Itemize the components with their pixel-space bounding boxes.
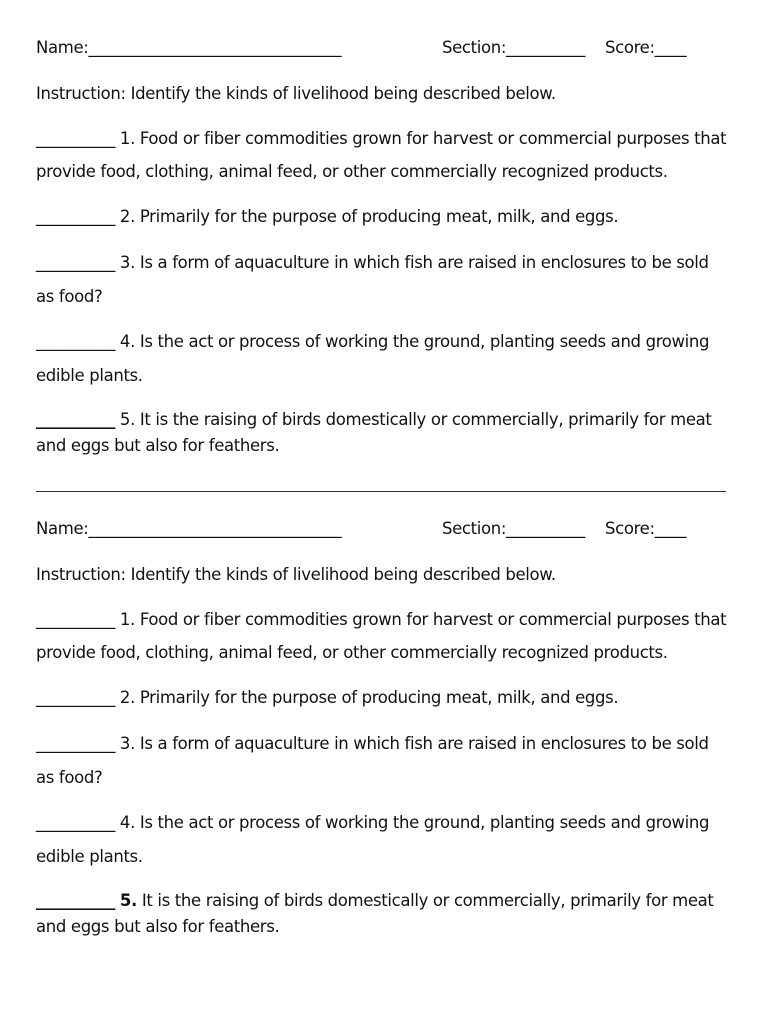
question-3-line2: as food? [36, 287, 103, 306]
question-4-line1 [36, 813, 709, 833]
question-5-line1 [36, 891, 714, 911]
section-field: Section:__________ [442, 519, 586, 538]
question-number: 3. [119, 253, 135, 272]
question-2-line1 [36, 207, 618, 227]
answer-blank: __________ [36, 207, 116, 226]
score-field: Score:____ [605, 519, 687, 538]
answer-blank: __________ [36, 688, 116, 707]
question-4-line2: edible plants. [36, 366, 143, 385]
answer-blank: __________ [36, 410, 116, 429]
answer-blank: __________ [36, 891, 116, 910]
section-field: Section:__________ [442, 38, 586, 57]
question-4-line1 [36, 332, 709, 352]
answer-blank: __________ [36, 813, 116, 832]
question-text: Is the act or process of working the ground, planting seeds and growing [139, 332, 710, 351]
question-number: 2. [119, 688, 135, 707]
question-text: It is the raising of birds domestically or commercially, primarily for meat [139, 410, 712, 429]
question-number: 4. [119, 332, 135, 351]
question-text: It is the raising of birds domestically or commercially, primarily for meat [141, 891, 714, 910]
question-3-line1 [36, 253, 709, 273]
question-text: Is a form of aquaculture in which fish are raised in enclosures to be sold [139, 734, 709, 753]
question-text: Primarily for the purpose of producing meat, milk, and eggs. [139, 207, 619, 226]
question-5-line2: and eggs but also for feathers. [36, 436, 280, 455]
cut-line-divider [36, 491, 726, 492]
question-number: 1. [119, 610, 135, 629]
answer-blank: __________ [36, 610, 116, 629]
question-text: Food or fiber commodities grown for harvest or commercial purposes that [139, 129, 727, 148]
score-field: Score:____ [605, 38, 687, 57]
question-2-line1 [36, 688, 618, 708]
question-number: 3. [119, 734, 135, 753]
name-field: Name:________________________________ [36, 519, 342, 538]
question-text: Primarily for the purpose of producing meat, milk, and eggs. [139, 688, 619, 707]
question-1-line2: provide food, clothing, animal feed, or other commercially recognized products. [36, 643, 668, 662]
question-number: 2. [119, 207, 135, 226]
question-number: 5. [119, 891, 137, 910]
question-3-line1 [36, 734, 709, 754]
answer-blank: __________ [36, 734, 116, 753]
question-1-line1 [36, 129, 726, 149]
answer-blank: __________ [36, 253, 116, 272]
answer-blank: __________ [36, 129, 116, 148]
answer-blank: __________ [36, 332, 116, 351]
question-3-line2: as food? [36, 768, 103, 787]
name-field: Name:________________________________ [36, 38, 342, 57]
question-number: 1. [119, 129, 135, 148]
question-number: 4. [119, 813, 135, 832]
question-text: Is a form of aquaculture in which fish are raised in enclosures to be sold [139, 253, 709, 272]
question-1-line1 [36, 610, 726, 630]
instruction-text: Instruction: Identify the kinds of livelihood being described below. [36, 84, 556, 103]
question-number: 5. [119, 410, 135, 429]
question-5-line1 [36, 410, 712, 430]
question-1-line2: provide food, clothing, animal feed, or other commercially recognized products. [36, 162, 668, 181]
question-4-line2: edible plants. [36, 847, 143, 866]
question-text: Is the act or process of working the ground, planting seeds and growing [139, 813, 710, 832]
question-text: Food or fiber commodities grown for harvest or commercial purposes that [139, 610, 727, 629]
question-5-line2: and eggs but also for feathers. [36, 917, 280, 936]
instruction-text: Instruction: Identify the kinds of livelihood being described below. [36, 565, 556, 584]
